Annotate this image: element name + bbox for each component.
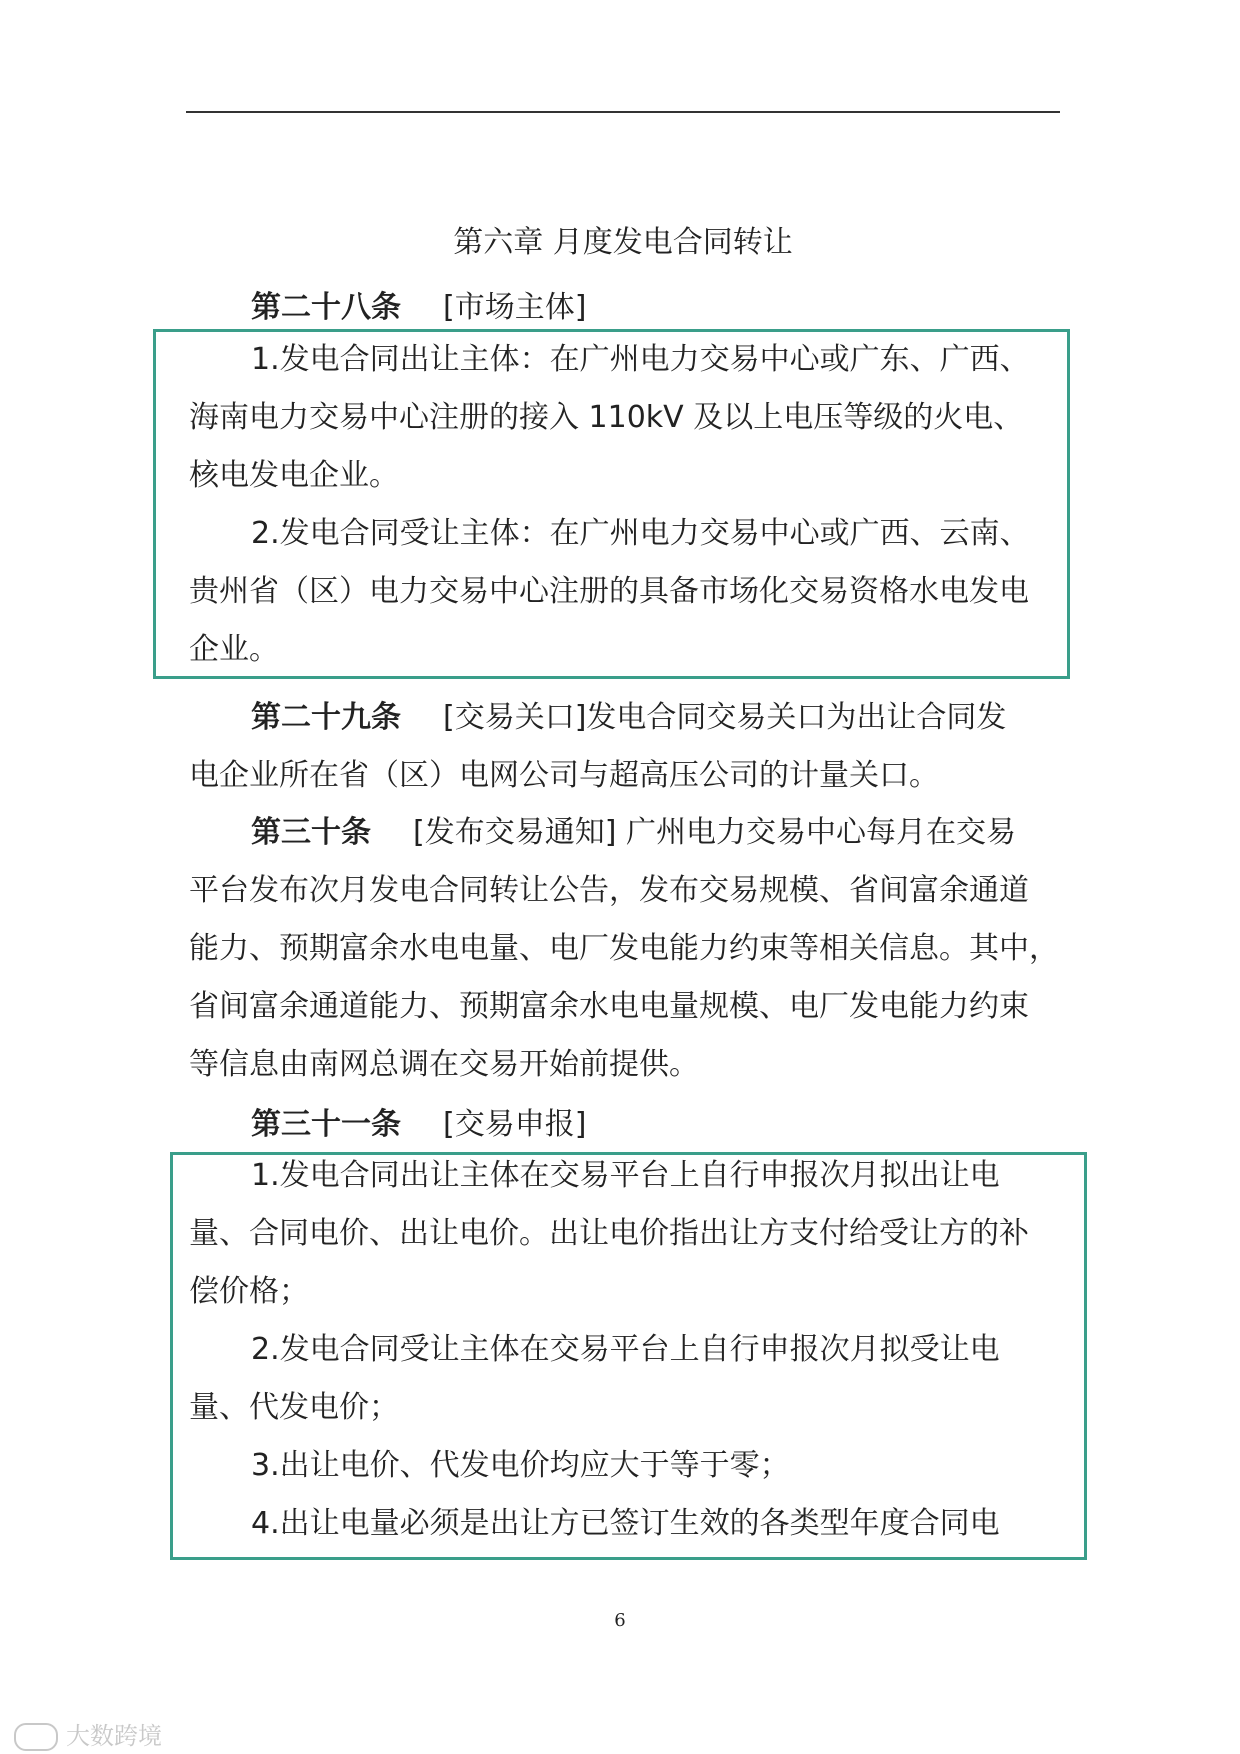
article-29-heading: [189, 689, 1063, 747]
article-30-tag: [发布交易通知] 广州电力交易中心每月在交易: [413, 815, 1016, 850]
article-31-label: 第三十一条: [251, 1107, 401, 1142]
paragraph-line: 偿价格；: [189, 1274, 309, 1309]
paragraph-line: 核电发电企业。: [189, 458, 399, 493]
watermark-logo-icon: [14, 1723, 58, 1751]
paragraph-line: 贵州省（区）电力交易中心注册的具备市场化交易资格水电发电: [189, 574, 1029, 609]
paragraph-line: 电企业所在省（区）电网公司与超高压公司的计量关口。: [189, 758, 939, 793]
paragraph-line: 等信息由南网总调在交易开始前提供。: [189, 1047, 699, 1082]
header-rule: [186, 111, 1060, 113]
paragraph-line: 1.发电合同出让主体：在广州电力交易中心或广东、广西、: [251, 342, 1030, 377]
paragraph-line: 3.出让电价、代发电价均应大于等于零；: [251, 1448, 790, 1483]
paragraph-line: 能力、预期富余水电电量、电厂发电能力约束等相关信息。其中，: [189, 931, 1059, 966]
paragraph-line: 4.出让电量必须是出让方已签订生效的各类型年度合同电: [251, 1506, 1000, 1541]
paragraph-line: 省间富余通道能力、预期富余水电电量规模、电厂发电能力约束: [189, 989, 1029, 1024]
article-28-tag: [市场主体]: [443, 290, 587, 325]
article-29-tag: [交易关口]发电合同交易关口为出让合同发: [443, 700, 1007, 735]
article-30-label: 第三十条: [251, 815, 371, 850]
article-28-heading: [189, 279, 1063, 337]
paragraph-line: 企业。: [189, 632, 279, 667]
article-30-heading: [189, 804, 1063, 862]
article-28-label: 第二十八条: [251, 290, 401, 325]
article-31-tag: [交易申报]: [443, 1107, 587, 1142]
paragraph-line: 2.发电合同受让主体在交易平台上自行申报次月拟受让电: [251, 1332, 1000, 1367]
watermark-text: 大数跨境: [66, 1722, 162, 1750]
paragraph-line: 平台发布次月发电合同转让公告，发布交易规模、省间富余通道: [189, 873, 1029, 908]
paragraph-line: 量、合同电价、出让电价。出让电价指出让方支付给受让方的补: [189, 1216, 1029, 1251]
watermark: [14, 1716, 162, 1751]
paragraph-line: 1.发电合同出让主体在交易平台上自行申报次月拟出让电: [251, 1158, 1000, 1193]
chapter-title: 第六章 月度发电合同转让: [453, 225, 793, 260]
page-number: 6: [614, 1610, 626, 1631]
article-31-heading: [189, 1096, 1063, 1154]
paragraph-line: 2.发电合同受让主体：在广州电力交易中心或广西、云南、: [251, 516, 1030, 551]
paragraph-line: 海南电力交易中心注册的接入 110kV 及以上电压等级的火电、: [189, 400, 1024, 435]
paragraph-line: 量、代发电价；: [189, 1390, 399, 1425]
article-29-label: 第二十九条: [251, 700, 401, 735]
